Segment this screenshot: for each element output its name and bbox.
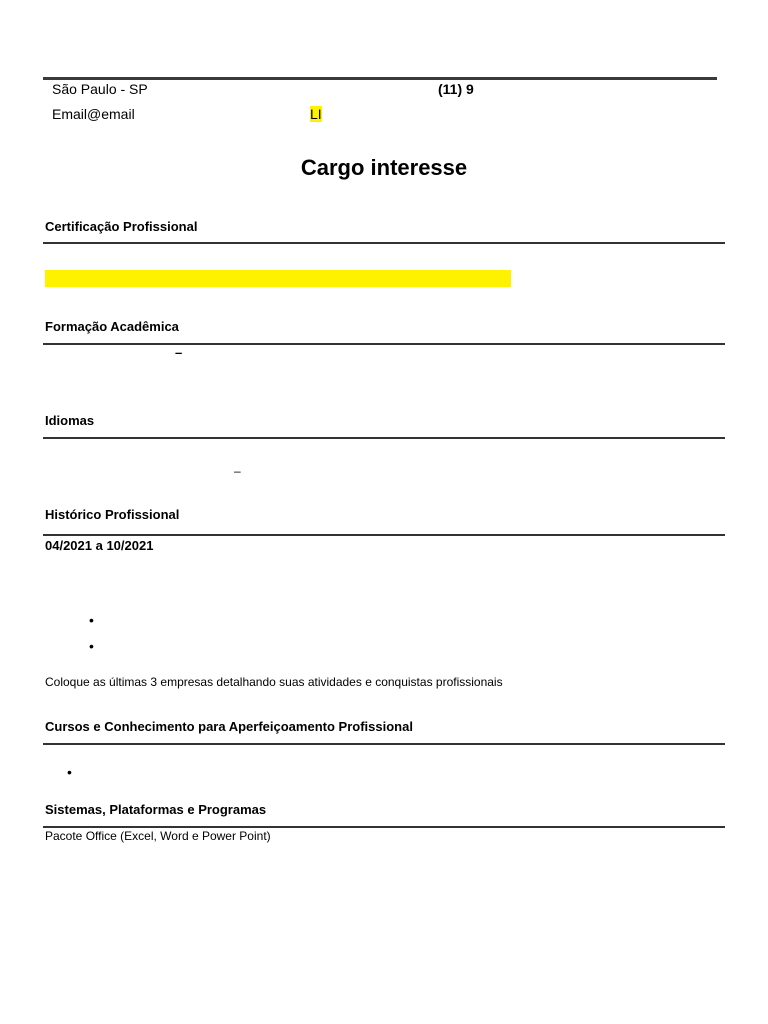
- job-period: 04/2021 a 10/2021: [45, 538, 154, 553]
- idiomas-dash: –: [234, 464, 241, 478]
- list-item-bullet: •: [89, 612, 94, 628]
- historico-note: Coloque as últimas 3 empresas detalhando suas atividades e conquistas profissionais: [45, 675, 503, 689]
- header-top-rule: [43, 77, 717, 80]
- section-rule-idiomas: [43, 437, 725, 439]
- section-rule-formacao: [43, 343, 725, 345]
- section-heading-sistemas: Sistemas, Plataformas e Programas: [45, 802, 267, 817]
- linkedin-marker: LI: [310, 106, 322, 122]
- formacao-dash: –: [175, 345, 183, 360]
- list-item-bullet: •: [89, 638, 94, 654]
- section-heading-certificacao: Certificação Profissional: [45, 219, 198, 234]
- page-title: Cargo interesse: [300, 155, 468, 180]
- section-rule-certificacao: [43, 242, 725, 244]
- section-rule-sistemas: [43, 826, 725, 828]
- email-text: Email@email: [52, 106, 135, 122]
- city-text: São Paulo - SP: [52, 81, 148, 97]
- list-item-bullet: •: [67, 764, 72, 780]
- section-rule-historico: [43, 534, 725, 536]
- sistemas-text: Pacote Office (Excel, Word e Power Point): [45, 829, 271, 843]
- phone-text: (11) 9: [438, 81, 474, 97]
- section-heading-historico: Histórico Profissional: [45, 507, 180, 522]
- section-heading-idiomas: Idiomas: [45, 413, 95, 428]
- highlighted-blank-line: [45, 270, 511, 287]
- section-heading-formacao: Formação Acadêmica: [45, 319, 179, 334]
- section-rule-cursos: [43, 743, 725, 745]
- section-heading-cursos: Cursos e Conhecimento para Aperfeiçoamento Profissional: [45, 719, 413, 734]
